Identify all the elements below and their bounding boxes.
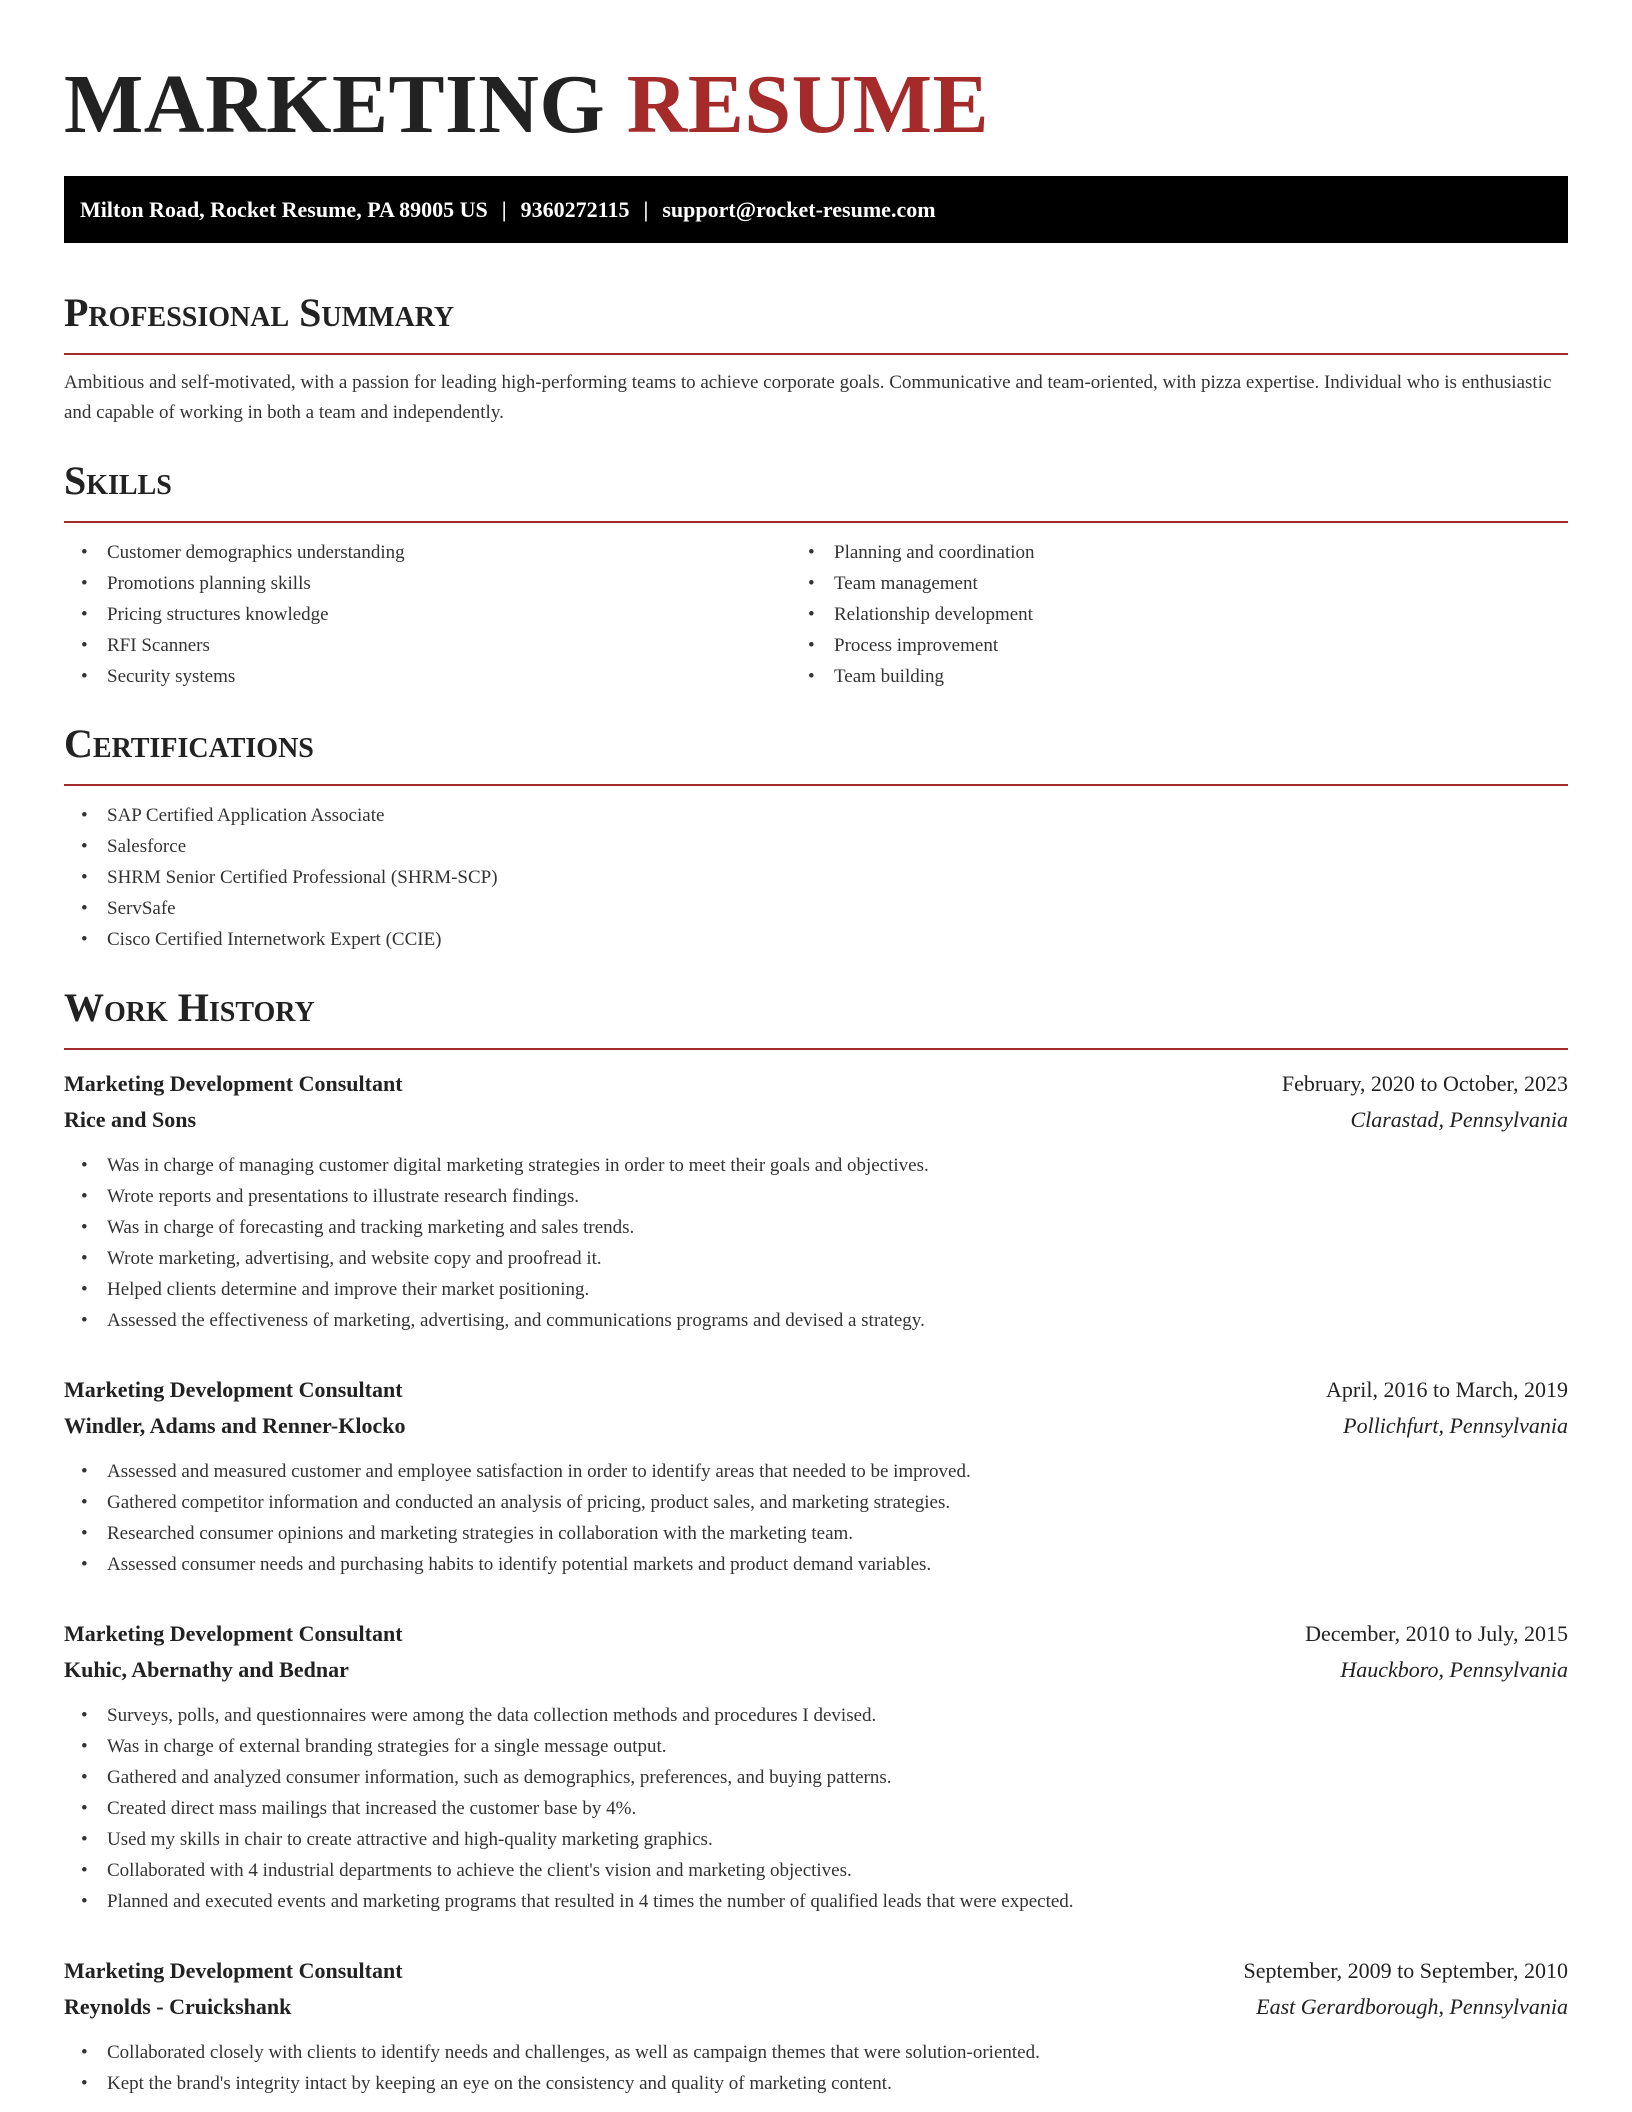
- contact-address: Milton Road, Rocket Resume, PA 89005 US: [80, 197, 488, 222]
- job-bullet: • Used my skills in chair to create attractive and high-quality marketing graphics.: [107, 1824, 1568, 1855]
- skill-item: • Team building: [834, 661, 1568, 692]
- job-company: Kuhic, Abernathy and Bednar: [64, 1657, 349, 1682]
- job-bullet: • Was in charge of managing customer digital marketing strategies in order to meet their goals and objectives.: [107, 1150, 1568, 1181]
- skill-item: • RFI Scanners: [107, 630, 816, 661]
- job-bullet: • Collaborated with 4 industrial departments to achieve the client's vision and marketing objectives.: [107, 1855, 1568, 1886]
- job-bullet: • Gathered and analyzed consumer information, such as demographics, preferences, and buying patterns.: [107, 1762, 1568, 1793]
- job-company-row: [64, 1652, 1568, 1688]
- job-company: Reynolds - Cruickshank: [64, 1994, 292, 2019]
- job-entry: [64, 1372, 1568, 1580]
- skill-item: • Relationship development: [834, 599, 1568, 630]
- skill-item: • Planning and coordination: [834, 537, 1568, 568]
- certifications-list: [64, 800, 1568, 955]
- job-dates: December, 2010 to July, 2015: [1305, 1621, 1568, 1646]
- skills-section: [64, 455, 1568, 692]
- job-header-row: [64, 1066, 1568, 1102]
- job-entry: [64, 1616, 1568, 1917]
- job-company: Rice and Sons: [64, 1107, 197, 1132]
- certification-item: • Salesforce: [107, 831, 1568, 862]
- job-bullet: • Helped clients determine and improve their market positioning.: [107, 1274, 1568, 1305]
- job-header-row: [64, 1616, 1568, 1652]
- job-title: Marketing Development Consultant: [64, 1071, 403, 1096]
- certification-item: • SHRM Senior Certified Professional (SHRM-SCP): [107, 862, 1568, 893]
- skill-item: • Security systems: [107, 661, 816, 692]
- contact-email: support@rocket-resume.com: [662, 197, 936, 222]
- job-bullets: [64, 1150, 1568, 1336]
- job-company-row: [64, 1989, 1568, 2025]
- job-title: Marketing Development Consultant: [64, 1621, 403, 1646]
- job-location: East Gerardborough, Pennsylvania: [1256, 1994, 1568, 2019]
- job-dates: April, 2016 to March, 2019: [1326, 1377, 1568, 1402]
- job-bullet: • Surveys, polls, and questionnaires were among the data collection methods and procedures I devised.: [107, 1700, 1568, 1731]
- job-bullet: • Assessed and measured customer and employee satisfaction in order to identify areas that needed to be improved.: [107, 1456, 1568, 1487]
- contact-separator: |: [501, 197, 507, 222]
- work-history-section: [64, 982, 1568, 2099]
- title-main: MARKETING: [64, 58, 606, 151]
- job-location: Pollichfurt, Pennsylvania: [1343, 1413, 1568, 1438]
- job-bullet: • Was in charge of forecasting and tracking marketing and sales trends.: [107, 1212, 1568, 1243]
- job-dates: February, 2020 to October, 2023: [1281, 1071, 1568, 1096]
- certification-item: • ServSafe: [107, 893, 1568, 924]
- job-bullet: • Kept the brand's integrity intact by keeping an eye on the consistency and quality of marketing content.: [107, 2068, 1568, 2099]
- job-company-row: [64, 1408, 1568, 1444]
- job-entry: [64, 1066, 1568, 1336]
- skill-item: • Team management: [834, 568, 1568, 599]
- summary-section: [64, 287, 1568, 428]
- job-header-row: [64, 1372, 1568, 1408]
- contact-separator: |: [643, 197, 649, 222]
- certifications-section: [64, 718, 1568, 955]
- job-bullet: • Gathered competitor information and conducted an analysis of pricing, product sales, and marketing strategies.: [107, 1487, 1568, 1518]
- job-bullets: [64, 1700, 1568, 1917]
- job-title: Marketing Development Consultant: [64, 1958, 403, 1983]
- job-header-row: [64, 1953, 1568, 1989]
- job-bullets: [64, 2037, 1568, 2099]
- work-history-heading: Work History: [64, 982, 1568, 1050]
- certification-item: • Cisco Certified Internetwork Expert (CCIE): [107, 924, 1568, 955]
- job-company: Windler, Adams and Renner-Klocko: [64, 1413, 406, 1438]
- job-location: Clarastad, Pennsylvania: [1350, 1107, 1568, 1132]
- job-bullet: • Collaborated closely with clients to identify needs and challenges, as well as campaign themes that were solution-oriented.: [107, 2037, 1568, 2068]
- job-entry: [64, 1953, 1568, 2099]
- job-bullet: • Was in charge of external branding strategies for a single message output.: [107, 1731, 1568, 1762]
- skill-item: • Pricing structures knowledge: [107, 599, 816, 630]
- certifications-heading: Certifications: [64, 718, 1568, 786]
- skills-heading: Skills: [64, 455, 1568, 523]
- skill-item: • Promotions planning skills: [107, 568, 816, 599]
- job-dates: September, 2009 to September, 2010: [1243, 1958, 1568, 1983]
- summary-heading: Professional Summary: [64, 287, 1568, 355]
- job-bullet: • Assessed consumer needs and purchasing habits to identify potential markets and product demand variables.: [107, 1549, 1568, 1580]
- job-bullet: • Wrote marketing, advertising, and website copy and proofread it.: [107, 1243, 1568, 1274]
- job-bullet: • Wrote reports and presentations to illustrate research findings.: [107, 1181, 1568, 1212]
- skills-list-right: [816, 537, 1568, 692]
- job-bullet: • Created direct mass mailings that increased the customer base by 4%.: [107, 1793, 1568, 1824]
- job-title: Marketing Development Consultant: [64, 1377, 403, 1402]
- job-bullets: [64, 1456, 1568, 1580]
- contact-phone: 9360272115: [520, 197, 630, 222]
- skills-columns: [64, 537, 1568, 692]
- job-company-row: [64, 1102, 1568, 1138]
- job-bullet: • Researched consumer opinions and marketing strategies in collaboration with the marketing team.: [107, 1518, 1568, 1549]
- summary-text: Ambitious and self-motivated, with a passion for leading high-performing teams to achieve corporate goals. Communicative and team-oriented, with pizza expertise. Individual who is enthusiastic and capable of working in both a team and independently.: [64, 372, 1552, 423]
- certification-item: • SAP Certified Application Associate: [107, 800, 1568, 831]
- resume-title: [64, 0, 1568, 155]
- skill-item: • Customer demographics understanding: [107, 537, 816, 568]
- job-bullet: • Planned and executed events and marketing programs that resulted in 4 times the number of qualified leads that were expected.: [107, 1886, 1568, 1917]
- skill-item: • Process improvement: [834, 630, 1568, 661]
- job-bullet: • Assessed the effectiveness of marketing, advertising, and communications programs and devised a strategy.: [107, 1305, 1568, 1336]
- job-location: Hauckboro, Pennsylvania: [1340, 1657, 1568, 1682]
- contact-bar: [64, 176, 1568, 243]
- skills-list-left: [64, 537, 816, 692]
- title-accent: RESUME: [626, 58, 990, 151]
